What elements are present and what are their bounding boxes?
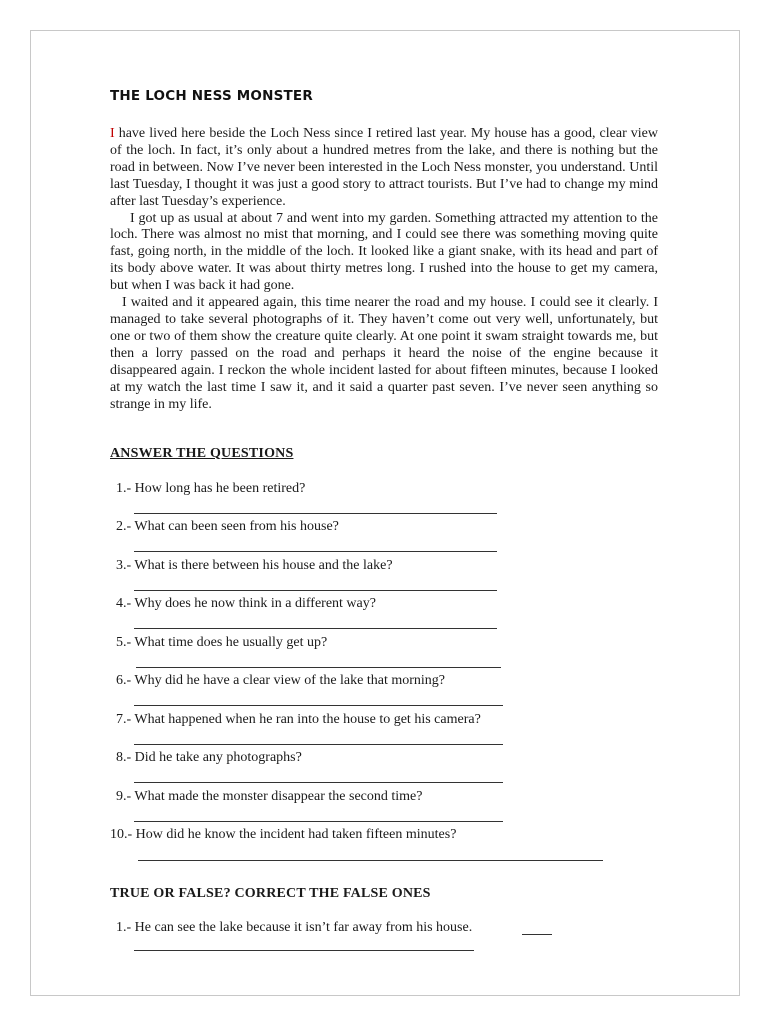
answer-line-2[interactable] — [134, 551, 497, 552]
question-4: 4.- Why does he now think in a different way? — [116, 596, 376, 611]
story-text — [110, 126, 658, 413]
question-5: 5.- What time does he usually get up? — [116, 635, 328, 650]
story-paragraph-1 — [110, 126, 658, 211]
answer-line-10[interactable] — [138, 860, 603, 861]
answer-questions-heading: ANSWER THE QUESTIONS — [110, 446, 294, 461]
tf-statement-1: 1.- He can see the lake because it isn’t far away from his house. — [116, 920, 473, 935]
question-3: 3.- What is there between his house and the lake? — [116, 558, 393, 573]
question-8: 8.- Did he take any photographs? — [116, 750, 302, 765]
answer-line-5[interactable] — [136, 667, 501, 668]
true-false-heading: TRUE OR FALSE? CORRECT THE FALSE ONES — [110, 886, 431, 901]
question-2: 2.- What can been seen from his house? — [116, 519, 339, 534]
story-paragraph-3: I waited and it appeared again, this time nearer the road and my house. I could see it clearly. I managed to take several photographs of it. They haven’t come out very well, unfortunately, but one or two of them show the creature quite clearly. At one point it swam straight towards me, but then a lorry passed on the road and perhaps it heard the noise of the engine because it disappeared again. I reckon the whole incident lasted for about fifteen minutes, because I looked at my watch the last time I saw it, and it said a quarter past seven. I’ve never seen anything so strange in my life. — [110, 295, 658, 412]
tf-correction-line-1[interactable] — [134, 950, 474, 951]
question-7: 7.- What happened when he ran into the house to get his camera? — [116, 712, 481, 727]
question-10: 10.- How did he know the incident had taken fifteen minutes? — [110, 827, 457, 842]
worksheet-title: THE LOCH NESS MONSTER — [110, 88, 313, 104]
story-dropcap: I — [110, 126, 115, 141]
answer-line-7[interactable] — [134, 744, 503, 745]
answer-line-9[interactable] — [134, 821, 503, 822]
tf-answer-blank-1[interactable] — [522, 934, 552, 935]
answer-line-4[interactable] — [134, 628, 497, 629]
answer-line-6[interactable] — [134, 705, 503, 706]
question-6: 6.- Why did he have a clear view of the lake that morning? — [116, 673, 446, 688]
answer-line-1[interactable] — [134, 513, 497, 514]
story-paragraph-1-body: have lived here beside the Loch Ness since I retired last year. My house has a good, clear view of the loch. In fact, it’s only about a hundred metres from the lake, and there is nothing but the road in between. Now I’ve never been interested in the Loch Ness monster, you understand. Until last Tuesday, I thought it was just a good story to attract tourists. But I’ve had to change my mind after last Tuesday’s experience. — [110, 126, 658, 209]
answer-line-8[interactable] — [134, 782, 503, 783]
question-1: 1.- How long has he been retired? — [116, 481, 306, 496]
story-paragraph-2: I got up as usual at about 7 and went into my garden. Something attracted my attention to the loch. There was almost no mist that morning, and I could see there was something moving quite fast, going north, in the middle of the loch. It looked like a giant snake, with its head and part of its body above water. It was about thirty metres long. I rushed into the house to get my camera, but when I was back it had gone. — [110, 210, 658, 294]
question-9: 9.- What made the monster disappear the second time? — [116, 789, 423, 804]
answer-line-3[interactable] — [134, 590, 497, 591]
